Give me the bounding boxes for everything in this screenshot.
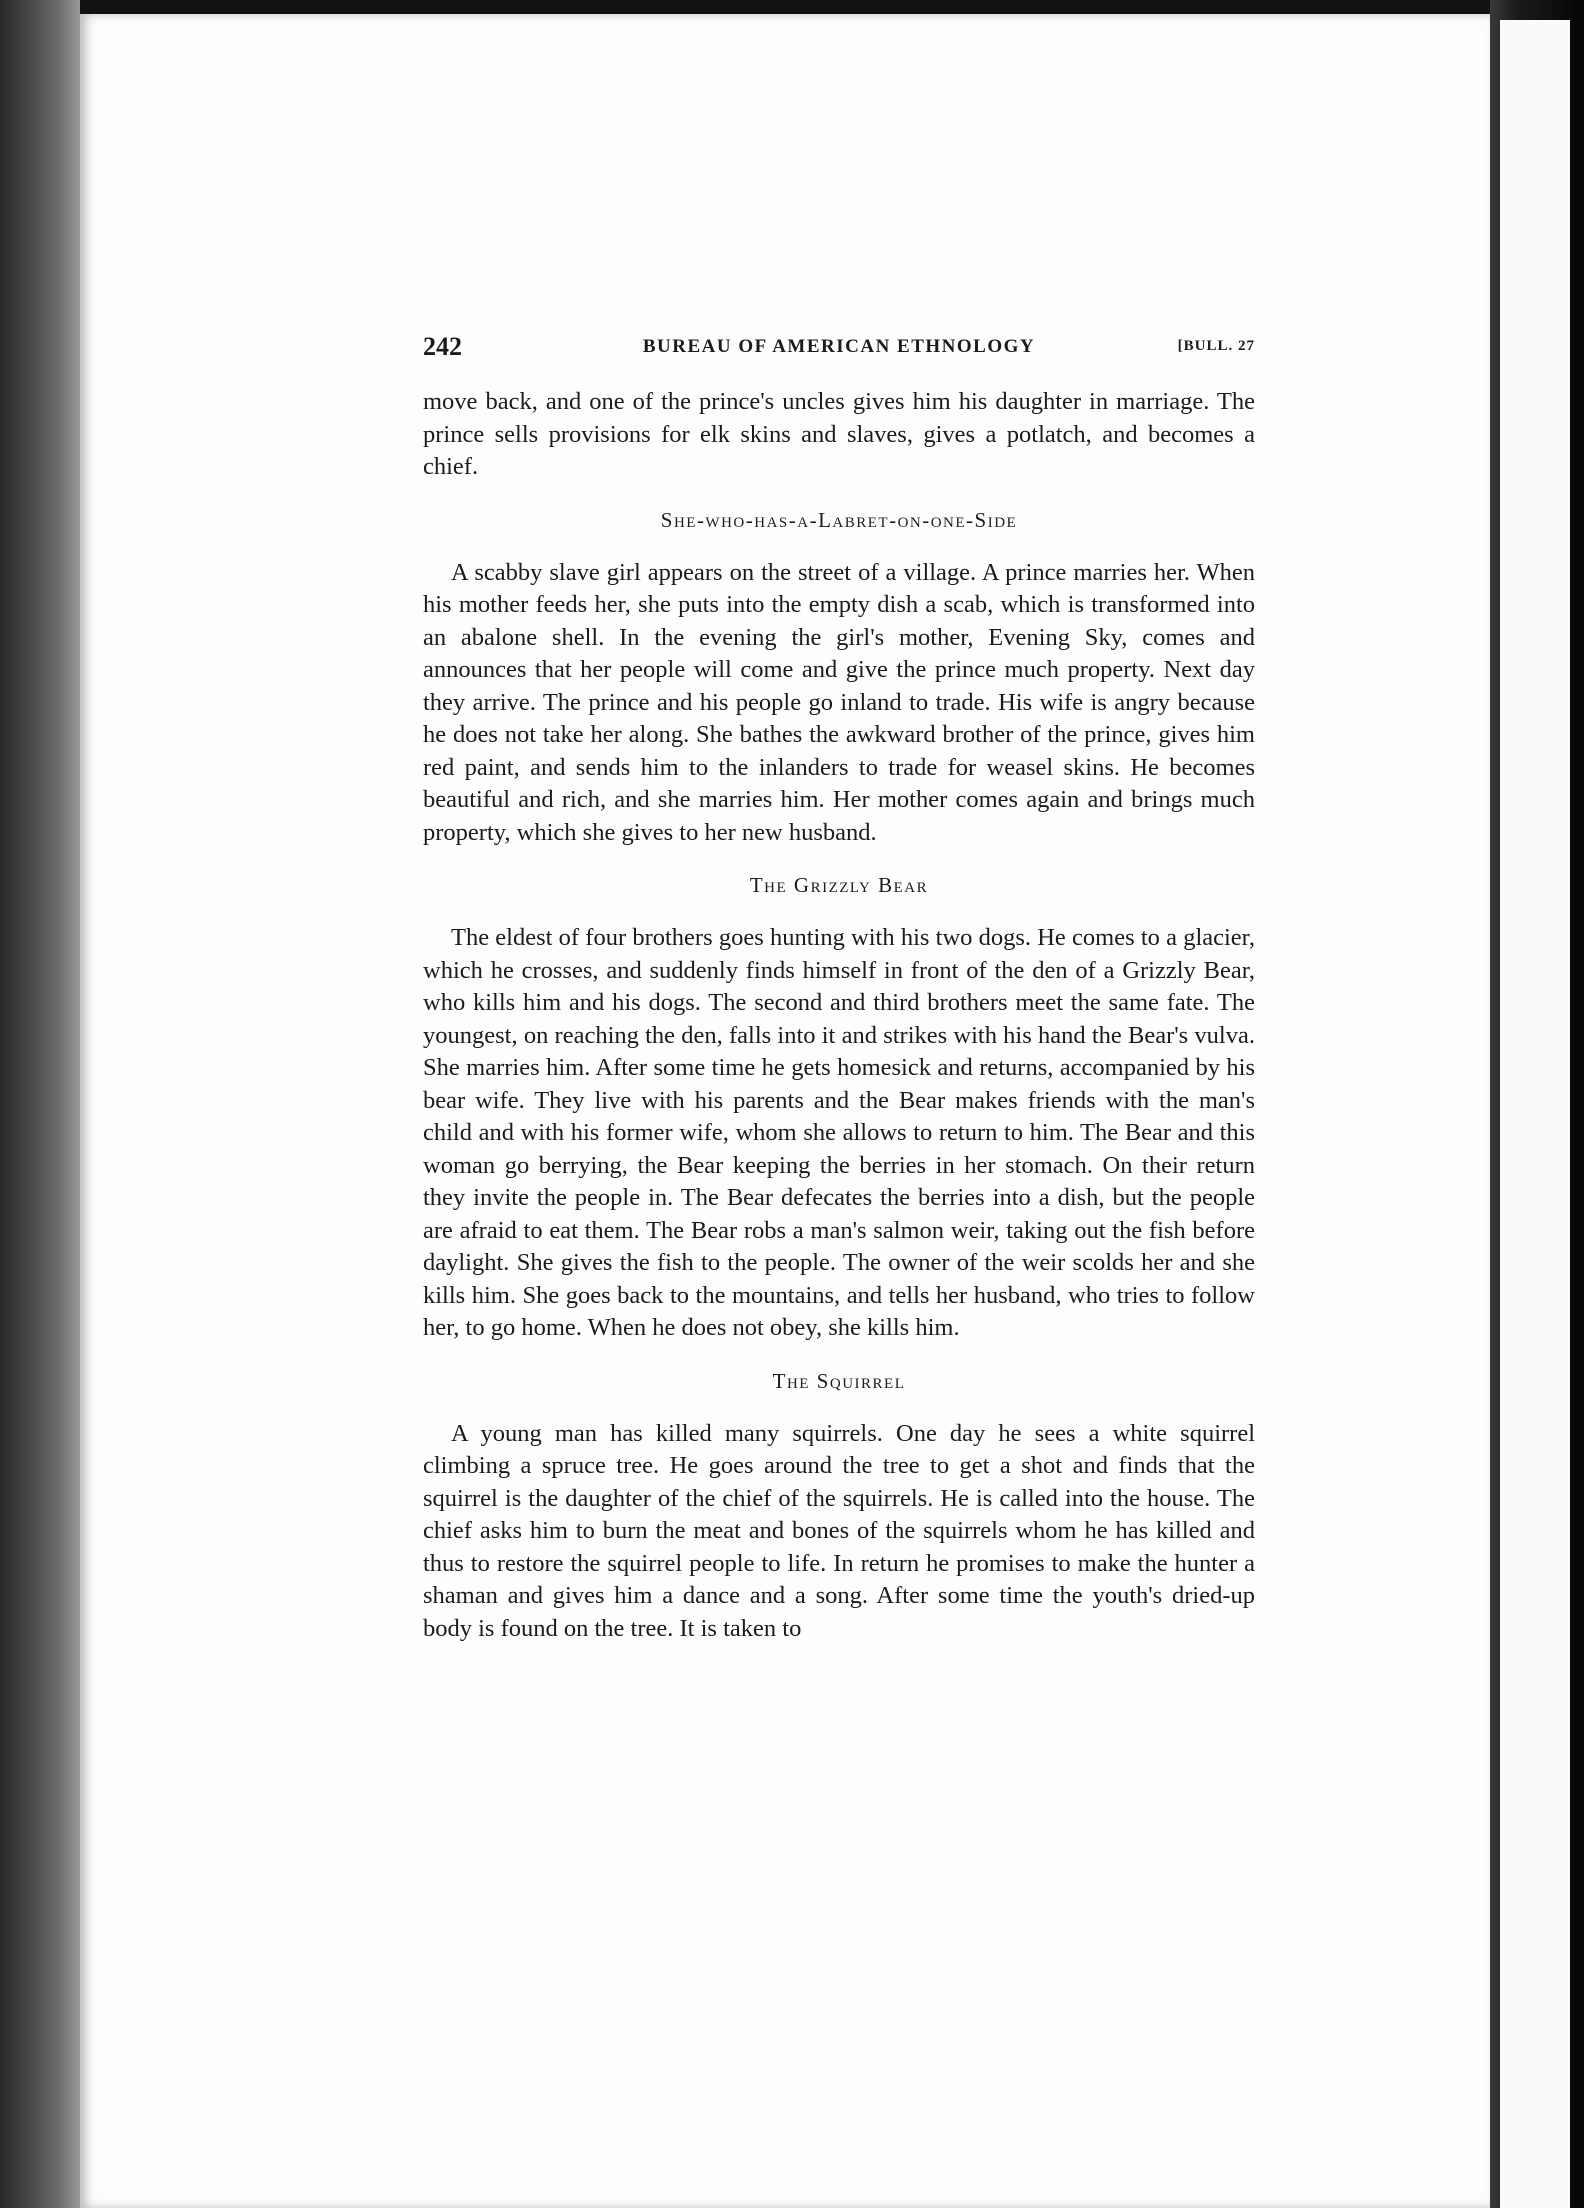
section-heading-labret: She-who-has-a-Labret-on-one-Side bbox=[660, 507, 1018, 532]
book-spine-shadow bbox=[0, 0, 80, 2208]
page-text-block bbox=[423, 332, 1255, 1645]
bulletin-number: [BULL. 27 bbox=[1177, 338, 1255, 354]
continued-paragraph: move back, and one of the prince's uncles gives him his daughter in marriage. The prince sells provisions for elk skins and slaves, gives a potlatch, and becomes a chief. bbox=[423, 388, 1255, 480]
scan-top-border bbox=[0, 0, 1584, 14]
page-number: 242 bbox=[423, 332, 462, 361]
running-head bbox=[423, 332, 1255, 372]
running-title: BUREAU OF AMERICAN ETHNOLOGY bbox=[642, 336, 1036, 357]
section-text-squirrel: A young man has killed many squirrels. One day he sees a white squirrel climbing a spruce tree. He goes around the tree to get a shot and finds that the squirrel is the daughter of the chief of the squirrels. He is called into the house. The chief asks him to burn the meat and bones of the squirrels whom he has killed and thus to restore the squirrel people to life. In return he promises to make the hunter a shaman and gives him a dance and a song. After some time the youth's dried-up body is found on the tree. It is taken to bbox=[423, 1419, 1255, 1642]
section-text-labret: A scabby slave girl appears on the street of a village. A prince marries her. When his mother feeds her, she puts into the empty dish a scab, which is transformed into an abalone shell. In the evening the girl's mother, Evening Sky, comes and announces that her people will come and give the prince much property. Next day they arrive. The prince and his people go inland to trade. His wife is angry because he does not take her along. She bathes the awkward brother of the prince, gives him red paint, and sends him to the inlanders to trade for weasel skins. He becomes beautiful and rich, and she marries him. Her mother comes again and brings much property, which she gives to her new husband. bbox=[423, 558, 1255, 846]
section-heading-squirrel: The Squirrel bbox=[772, 1368, 906, 1393]
section-text-grizzly-bear: The eldest of four brothers goes hunting with his two dogs. He comes to a glacier, which he crosses, and suddenly finds himself in front of the den of a Grizzly Bear, who kills him and his dogs. The second and third brothers meet the same fate. The youngest, on reaching the den, falls into it and strikes with his hand the Bear's vulva. She marries him. After some time he gets homesick and returns, accompanied by his bear wife. They live with his parents and the Bear makes friends with the man's child and with his former wife, whom she allows to return to him. The Bear and this woman go berrying, the Bear keeping the berries in her stomach. On their return they invite the people in. The Bear defecates the berries into a dish, but the people are afraid to eat them. The Bear robs a man's salmon weir, taking out the fish before daylight. She gives the fish to the people. The owner of the weir scolds her and she kills him. She goes back to the mountains, and tells her husband, who tries to follow her, to go home. When he does not obey, she kills him. bbox=[423, 924, 1255, 1341]
next-page-edge bbox=[1500, 20, 1570, 2208]
section-heading-grizzly-bear: The Grizzly Bear bbox=[749, 873, 929, 897]
